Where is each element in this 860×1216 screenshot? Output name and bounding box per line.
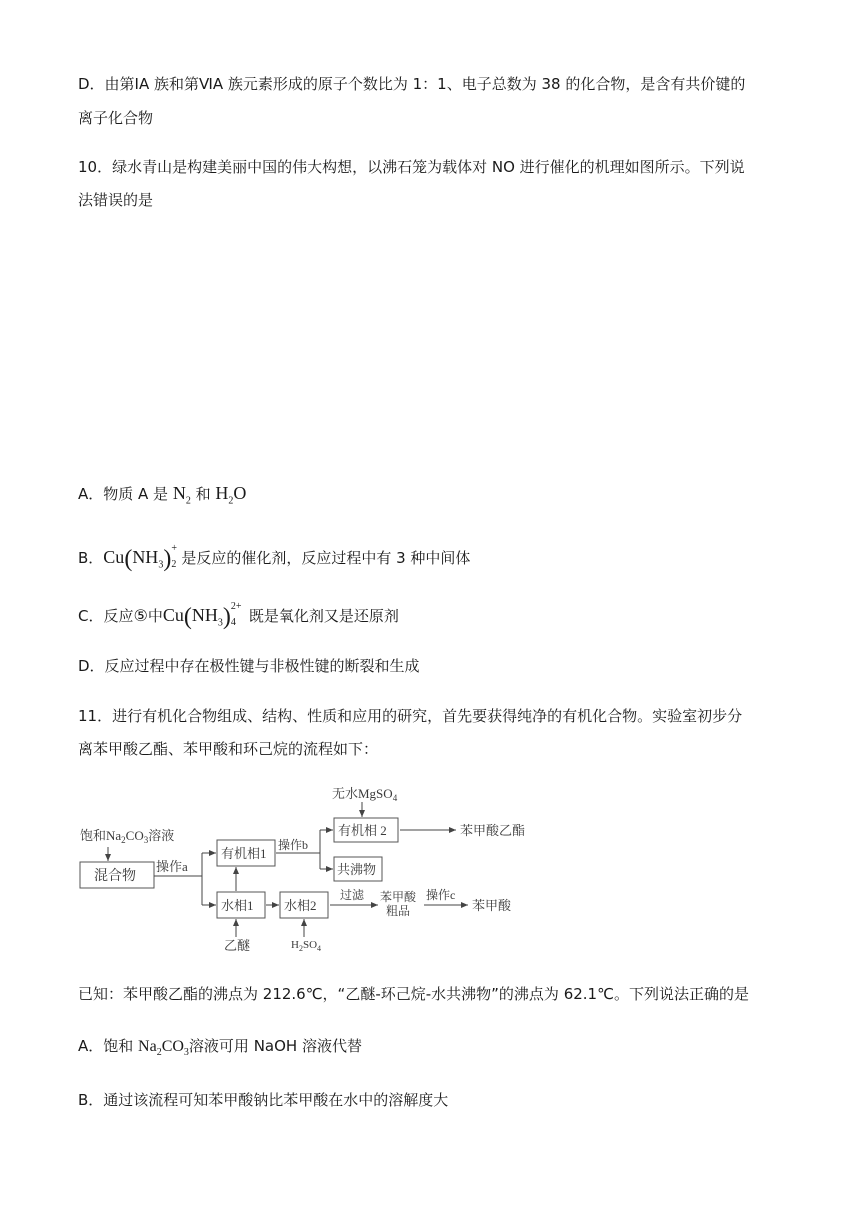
mixture-label: 混合物 bbox=[94, 869, 136, 884]
filter-label: 过滤 bbox=[340, 888, 365, 902]
q10-stem-line1: 10．绿水青山是构建美丽中国的伟大构想，以沸石笼为载体对 NO 进行催化的机理如图所示。下列说 bbox=[78, 158, 745, 176]
q10-option-c: C．反应⑤中$Cu(NH_3)$ 2+ 4 既是氧化剂又是还原剂 bbox=[78, 601, 399, 630]
q10-option-b: B．$Cu(NH_3)$ + 2 是反应的催化剂，反应过程中有 3 种中间体 bbox=[78, 543, 471, 572]
anhydrous-mgso4-label: 无水MgSO$_4$ bbox=[332, 786, 398, 803]
water-phase-2-label: 水相2 bbox=[284, 898, 317, 913]
operation-b-label: 操作b bbox=[278, 838, 309, 852]
separation-flowchart bbox=[70, 784, 540, 954]
ether-label: 乙醚 bbox=[224, 938, 251, 953]
q11-option-b: B．通过该流程可知苯甲酸钠比苯甲酸在水中的溶解度大 bbox=[78, 1091, 449, 1109]
q11-known-conditions: 已知：苯甲酸乙酯的沸点为 212.6℃，“乙醚-环己烷-水共沸物”的沸点为 62.1℃。下列说法正确的是 bbox=[78, 985, 749, 1003]
organic-phase-1-label: 有机相1 bbox=[221, 846, 267, 861]
crude-acid-label-1: 苯甲酸 bbox=[380, 890, 417, 904]
q9-option-d-line1: D．由第ⅠA 族和第ⅥA 族元素形成的原子个数比为 1：1、电子总数为 38 的化合物，是含有共价键的 bbox=[78, 75, 746, 93]
q10-option-a: A．物质 A 是 $N_2$ 和 $H_2O$ bbox=[78, 483, 247, 507]
azeotrope-label: 共沸物 bbox=[337, 862, 377, 877]
water-phase-1-label: 水相1 bbox=[221, 898, 254, 913]
q11-option-a: A．饱和 $Na_2CO_3$溶液可用 NaOH 溶液代替 bbox=[78, 1037, 362, 1059]
q11-stem-line2: 离苯甲酸乙酯、苯甲酸和环己烷的流程如下： bbox=[78, 740, 379, 758]
q10-stem-line2: 法错误的是 bbox=[78, 191, 154, 209]
q11-stem-line1: 11．进行有机化合物组成、结构、性质和应用的研究，首先要获得纯净的有机化合物。实验室初步分 bbox=[78, 707, 743, 725]
ethyl-benzoate-label: 苯甲酸乙酯 bbox=[460, 823, 526, 838]
operation-c-label: 操作c bbox=[426, 888, 456, 902]
operation-a-label: 操作a bbox=[156, 859, 188, 874]
crude-acid-label-2: 粗品 bbox=[386, 904, 411, 918]
saturated-na2co3-label: 饱和$Na_2CO_3$溶液 bbox=[80, 828, 175, 845]
organic-phase-2-label: 有机相 2 bbox=[338, 823, 387, 838]
q10-option-d: D．反应过程中存在极性键与非极性键的断裂和生成 bbox=[78, 657, 420, 675]
benzoic-acid-label: 苯甲酸 bbox=[472, 898, 512, 913]
q9-option-d-line2: 离子化合物 bbox=[78, 109, 154, 127]
sulfuric-acid-label: $H_2SO_4$ bbox=[291, 939, 322, 953]
